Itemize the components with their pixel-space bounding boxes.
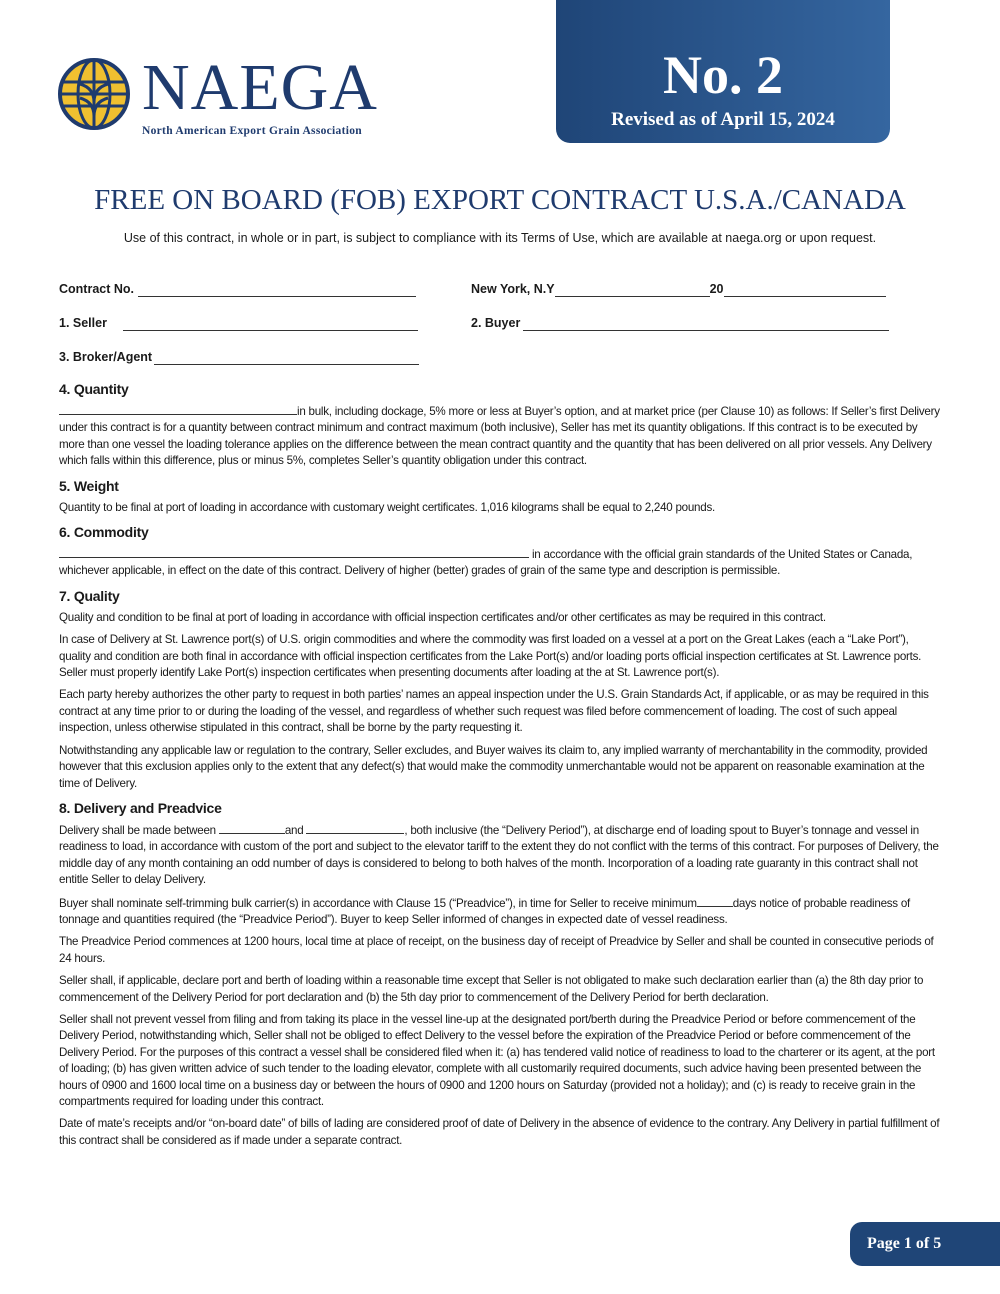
- paragraph: Date of mate’s receipts and/or “on-board date” of bills of lading are considered proof of date of Delivery in the absence of evidence to the contrary. Any Delivery in partial fulfillment of this contract shall be considered as if made under a separate contract.: [59, 1117, 940, 1147]
- section-heading: 5. Weight: [59, 477, 119, 494]
- start-date-blank[interactable]: [219, 822, 285, 834]
- paragraph-text: in accordance with the official grain standards of the United States or Canada, whichever applicable, in effect on the date of this contract. Delivery of higher (better) grades of grain of the same type and description is permissible.: [59, 548, 913, 578]
- paragraph-text: in bulk, including dockage, 5% more or less at Buyer’s option, and at market price (per Clause 10) as follows: If Seller’s first Delivery under this contract is for a quantity between contract minimum and contract maximum (both inclusive), Seller has met its quantity obligations. If this contract is to be executed by more than one vessel the loading tolerance applies on the difference between the mean contract quantity and the quantity that has been delivered on all prior vessels. Any Delivery which falls within this difference, plus or minus 5%, completes Seller’s quantity obligation under this contract.: [59, 405, 940, 468]
- page-title: FREE ON BOARD (FOB) EXPORT CONTRACT U.S.A./CANADA: [94, 184, 906, 216]
- paragraph: [59, 895, 941, 929]
- notice-days-blank[interactable]: [697, 895, 733, 907]
- section-heading: 6. Commodity: [59, 524, 149, 541]
- paragraph: Seller shall not prevent vessel from filing and from taking its place in the vessel line-up at the designated port/berth during the Preadvice Period or before commencement of the Delivery Period, notwithstanding which, Seller shall not be obliged to effect Delivery to the vessel before the expiration of the Preadvice Period or before commencement of the Delivery Period. For the purposes of this contract a vessel shall be considered filed when it: (a) has tendered valid notice of readiness to load to the charterer or its agent, at the port of loading; (b) has given written advice of such tender to the loading elevator, complete with all customarily required documents, such advice having been presented between the hours of 0900 and 1600 local time on a business day or between the hours of 0900 and 1200 hours on Saturday (provided not a holiday); and (c) is ready to receive grain in the compartments required for loading under this contract.: [59, 1012, 935, 1108]
- buyer-field[interactable]: [471, 315, 889, 331]
- contract-number-banner: [556, 0, 890, 143]
- paragraph: Notwithstanding any applicable law or regulation to the contrary, Seller excludes, and Buyer waives its claim to, any implied warranty of merchantability in the commodity, provided however that this exclusion applies only to the extent that any defect(s) that would make the commodity unmerchantable would not be apparent on reasonable examination at the time of Delivery.: [59, 743, 928, 790]
- section-heading: 4. Quantity: [59, 381, 129, 397]
- globe-wheat-icon: [58, 58, 130, 130]
- section-delivery: [59, 799, 941, 1149]
- paragraph: Quantity to be final at port of loading in accordance with customary weight certificates. 1,016 kilograms shall be equal to 2,240 pounds.: [59, 500, 715, 514]
- paragraph: Seller shall, if applicable, declare port and berth of loading within a reasonable time except that Seller is not obligated to make such declaration earlier than (a) the 8th day prior to commencement of the Delivery Period for port declaration and (b) the 5th day prior to commencement of the Delivery Period for berth declaration.: [59, 974, 924, 1004]
- paragraph-text: days notice of probable readiness of tonnage and quantities required (the “Preadvice Period”). Buyer to keep Seller informed of changes in expected date of vessel readiness.: [59, 896, 910, 926]
- seller-field[interactable]: [59, 315, 418, 331]
- field-label: Contract No.: [59, 282, 134, 296]
- broker-field[interactable]: [59, 349, 419, 365]
- paragraph: The Preadvice Period commences at 1200 hours, local time at place of receipt, on the business day of receipt of Preadvice by Seller and shall be counted in consecutive periods of 24 hours.: [59, 935, 934, 965]
- paragraph: [59, 822, 941, 889]
- section-commodity: [59, 523, 941, 580]
- terms-notice: Use of this contract, in whole or in part, is subject to compliance with its Terms of Use, which are available at naega.org or upon request.: [123, 231, 877, 245]
- field-label: 3. Broker/Agent: [59, 350, 153, 364]
- section-quantity: [59, 380, 941, 470]
- field-label: 2. Buyer: [471, 316, 521, 330]
- paragraph-text: , both inclusive (the “Delivery Period”), at discharge end of loading spout to Buyer’s tonnage and vessel in readiness to load, in accordance with custom of the port and subject to the elevator tariff to the extent they do not conflict with the terms of this contract. For purposes of Delivery, the middle day of any month containing an odd number of days is considered to belong to both halves of the month. Incorporation of a loading rate guaranty in this contract shall not entitle Seller to delay Delivery.: [59, 823, 939, 887]
- section-quality: [59, 587, 941, 792]
- quantity-blank[interactable]: [59, 403, 297, 415]
- place-date-field[interactable]: [471, 281, 886, 297]
- page-indicator: Page 1 of 5: [850, 1222, 1000, 1266]
- section-weight: [59, 477, 941, 516]
- naega-logo: [58, 51, 378, 138]
- year-label: 20: [709, 282, 724, 296]
- logo-text: NAEGA: [142, 51, 378, 124]
- paragraph: Each party hereby authorizes the other party to request in both parties’ names an appeal inspection under the U.S. Grain Standards Act, if applicable, or as may be required in this contract at any time prior to or during the loading of the vessel, and regardless of whether such request was filed before commencement of loading. The cost of such appeal inspection, unless otherwise stipulated in this contract, shall be borne by the party requesting it.: [59, 688, 929, 735]
- paragraph: Quality and condition to be final at port of loading in accordance with official inspection certificates and/or other certificates as may be required in this contract.: [59, 610, 826, 624]
- paragraph: In case of Delivery at St. Lawrence port(s) of U.S. origin commodities and where the commodity was first loaded on a vessel at a port on the Great Lakes (each a “Lake Port”), quality and condition are both final in accordance with official inspection certificates from the Lake Port(s) and/or loading ports official inspection certificates at St. Lawrence ports. Seller must properly identify Lake Port(s) inspection certificates when presenting documents after loading at the at St. Lawrence port(s).: [59, 633, 922, 680]
- logo-subtitle: North American Export Grain Association: [142, 125, 362, 137]
- commodity-blank[interactable]: [59, 546, 529, 558]
- field-label: 1. Seller: [59, 316, 107, 330]
- contract-no-field[interactable]: [59, 281, 416, 297]
- section-heading: 8. Delivery and Preadvice: [59, 799, 222, 816]
- paragraph-text: and: [284, 823, 307, 837]
- field-label: New York, N.Y: [471, 282, 555, 296]
- paragraph: [59, 403, 941, 470]
- paragraph: [59, 546, 941, 580]
- revision-date: Revised as of April 15, 2024: [611, 109, 835, 130]
- paragraph-text: Delivery shall be made between: [59, 823, 219, 837]
- end-date-blank[interactable]: [306, 822, 404, 834]
- section-heading: 7. Quality: [59, 587, 120, 604]
- contract-body: [59, 380, 941, 1156]
- contract-number: No. 2: [663, 45, 783, 105]
- paragraph-text: Buyer shall nominate self-trimming bulk carrier(s) in accordance with Clause 15 (“Preadvice”), in time for Seller to receive minimum: [59, 896, 697, 910]
